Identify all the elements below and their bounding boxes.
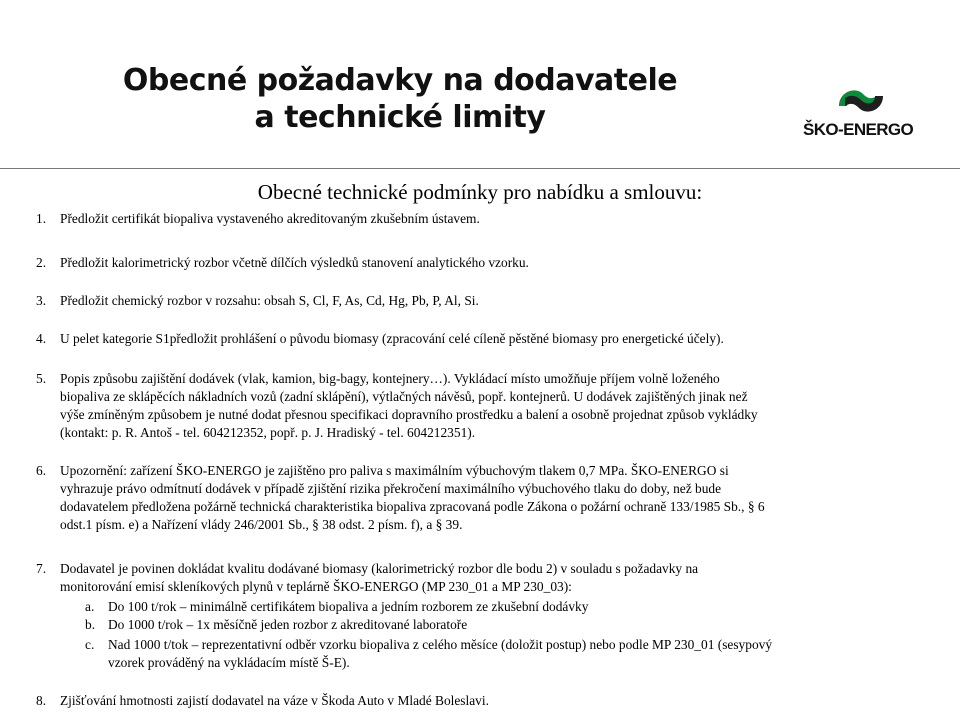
- logo-text: ŠKO-ENERGO: [803, 120, 914, 139]
- list-item-text: monitorování emisí skleníkových plynů v teplárně ŠKO-ENERGO (MP 230_01 a MP 230_03):: [60, 579, 572, 594]
- list-item-text: odst.1 písm. e) a Nařízení vlády 246/2001 Sb., § 38 odst. 2 písm. f), a § 39.: [60, 517, 463, 532]
- sub-item-text: Nad 1000 t/tok – reprezentativní odběr vzorku biopaliva z celého měsíce (doložit postup) nebo podle MP 230_01 (sesypový: [108, 637, 773, 652]
- list-item-text: Předložit chemický rozbor v rozsahu: obsah S, Cl, F, As, Cd, Hg, Pb, P, Al, Si.: [60, 293, 479, 308]
- title-line-1: Obecné požadavky na dodavatele: [122, 63, 678, 98]
- list-item-text: U pelet kategorie S1předložit prohlášení o původu biomasy (zpracování celé cíleně pěstěné biomasy pro energetické účely).: [60, 331, 724, 346]
- list-item-text: Zjišťování hmotnosti zajistí dodavatel na váze v Škoda Auto v Mladé Boleslavi.: [60, 693, 489, 708]
- list-item-text: Popis způsobu zajištění dodávek (vlak, kamion, big-bagy, kontejnery…). Vykládací místo umožňuje příjem volně loženého: [60, 371, 720, 386]
- list-item-number: 4.: [36, 331, 47, 346]
- list-item-number: 2.: [36, 255, 47, 270]
- list-item-number: 1.: [36, 211, 47, 226]
- slide-title: [80, 62, 720, 136]
- list-item-text: biopaliva ze sklápěcích nákladních vozů (zadní sklápění), výtlačných návěsů, popř. kontejnerů. U dodávek zajištěných jinak než: [60, 389, 748, 404]
- list-item-number: 6.: [36, 463, 47, 478]
- sko-energo-logo: [803, 82, 928, 142]
- sub-item-letter: c.: [85, 637, 95, 652]
- sub-item-text: Do 100 t/rok – minimálně certifikátem biopaliva a jedním rozborem ze zkušební dodávky: [108, 599, 589, 614]
- logo-swirl-icon: [833, 82, 889, 120]
- list-item-number: 3.: [36, 293, 47, 308]
- list-item-number: 8.: [36, 693, 47, 708]
- title-line-2: a technické limity: [254, 100, 546, 135]
- divider-line: [0, 168, 960, 169]
- sub-item-letter: b.: [85, 617, 96, 632]
- list-item-text: (kontakt: p. R. Antoš - tel. 604212352, popř. p. J. Hradiský - tel. 604212351).: [60, 425, 476, 440]
- list-item-text: Předložit kalorimetrický rozbor včetně dílčích výsledků stanovení analytického vzorku.: [60, 255, 529, 270]
- list-item-number: 5.: [36, 371, 47, 386]
- sub-item-letter: a.: [85, 599, 95, 614]
- list-item-text: dodavatelem předložena požárně technická charakteristika biopaliva zpracovaná podle Zákona o požární ochraně 133/1985 Sb., § 6: [60, 499, 765, 514]
- sub-item-text: Do 1000 t/rok – 1x měsíčně jeden rozbor z akreditované laboratoře: [108, 617, 468, 632]
- list-item-text: Dodavatel je povinen dokládat kvalitu dodávané biomasy (kalorimetrický rozbor dle bodu 2) v souladu s požadavky na: [60, 561, 699, 576]
- list-item-text: Upozornění: zařízení ŠKO-ENERGO je zajištěno pro paliva s maximálním výbuchovým tlakem 0,7 MPa. ŠKO-ENERGO si: [60, 463, 729, 478]
- list-item-text: Předložit certifikát biopaliva vystaveného akreditovaným zkušebním ústavem.: [60, 211, 480, 226]
- list-item-text: vyhrazuje právo odmítnutí dodávek v případě zjištění rizika překročení maximálního výbuchového tlaku do doby, než bude: [60, 481, 722, 496]
- list-item-number: 7.: [36, 561, 47, 576]
- section-subtitle: Obecné technické podmínky pro nabídku a smlouvu:: [257, 180, 703, 204]
- list-item-text: výše zmíněným způsobem je nutné dodat přesnou specifikaci dopravního prostředku a balení a osobně projednat způsob vykládky: [60, 407, 758, 422]
- sub-item-text: vzorek prováděný na vykládacím místě Š-E).: [108, 655, 350, 670]
